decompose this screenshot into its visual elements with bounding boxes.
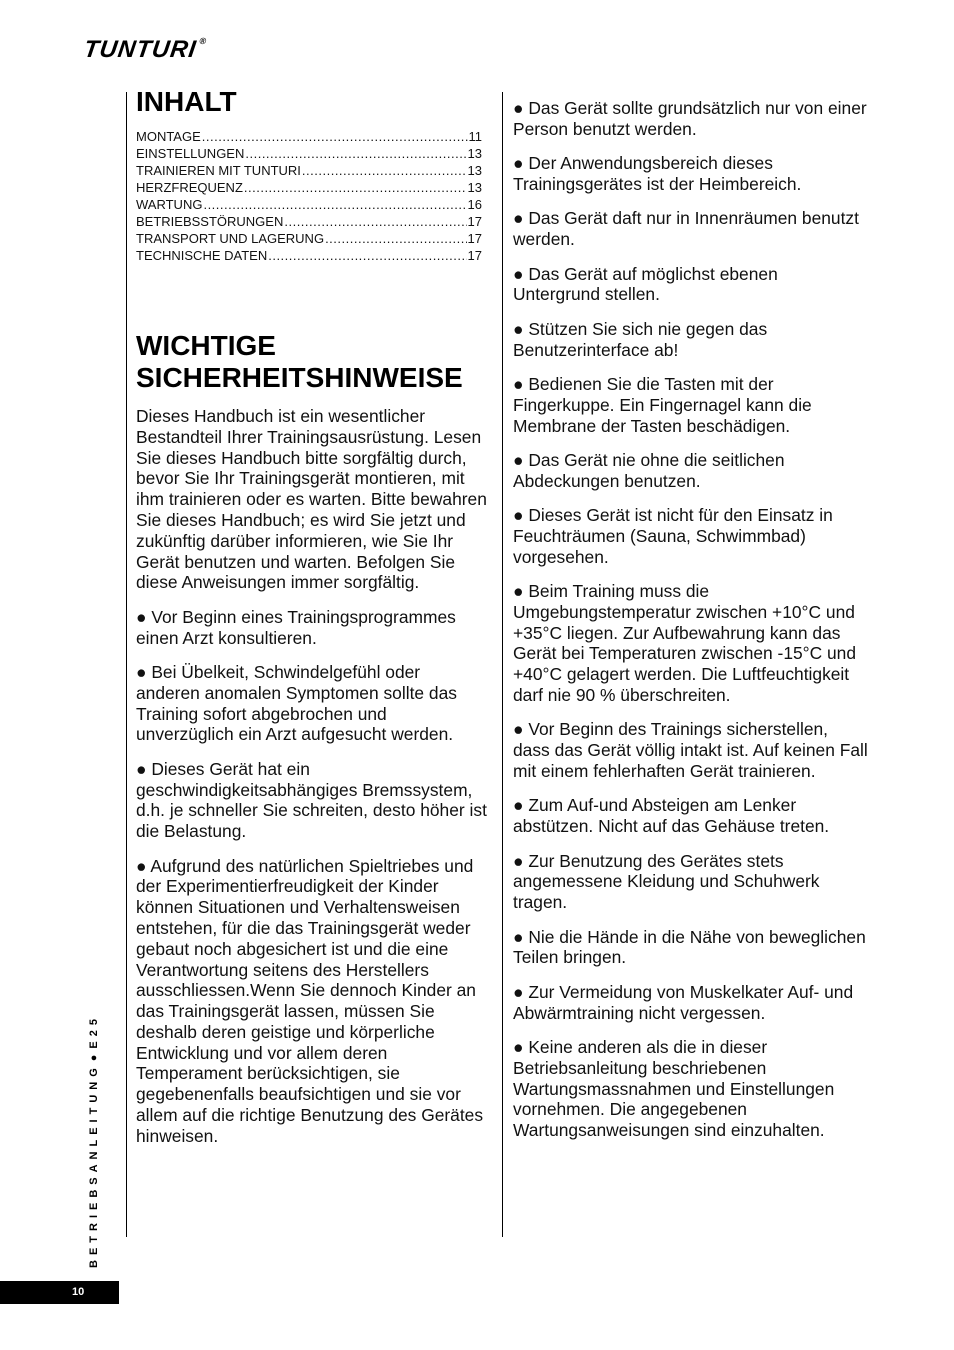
safety-point: ● Bei Übelkeit, Schwindelgefühl oder anderen anomalen Symptomen sollte das Training sofort abgebrochen und unverzüglich ein Arzt aufgesucht werden.	[136, 661, 457, 745]
toc-leader	[245, 145, 466, 162]
toc-label: HERZFREQUENZ	[136, 180, 243, 195]
left-column	[136, 86, 488, 1147]
safety-title	[136, 330, 488, 394]
right-column-rule	[502, 92, 503, 1237]
toc-page: 11	[468, 129, 482, 144]
page-number: 10	[72, 1286, 85, 1298]
safety-title-line-2: SICHERHEITSHINWEISE	[136, 362, 463, 393]
toc-label: TRANSPORT UND LAGERUNG	[136, 231, 325, 246]
toc-leader	[203, 196, 466, 213]
toc-leader	[202, 128, 468, 145]
safety-point: ● Beim Training muss die Umgebungstemperatur zwischen +10°C und +35°C liegen. Zur Aufbewahrung kann das Gerät bei Temperaturen zwischen -15°C und +40°C gelagert werden. Die Luftfeuchtigkeit darf nie 90 % überschreiten.	[513, 581, 857, 706]
right-column	[513, 98, 869, 1141]
toc-entry	[136, 230, 482, 247]
toc-page: 13	[467, 146, 482, 161]
toc-label: TECHNISCHE DATEN	[136, 248, 268, 263]
toc-entry	[136, 247, 482, 264]
safety-point: ● Stützen Sie sich nie gegen das Benutzerinterface ab!	[513, 318, 768, 360]
toc-page: 17	[467, 214, 482, 229]
toc-label: MONTAGE	[136, 129, 201, 144]
toc-label: EINSTELLUNGEN	[136, 146, 245, 161]
toc-page: 17	[467, 231, 482, 246]
toc-entry	[136, 128, 482, 145]
contents-title: INHALT	[136, 86, 237, 117]
registered-mark: ®	[198, 36, 208, 46]
safety-point: ● Vor Beginn eines Trainingsprogrammes einen Arzt konsultieren.	[136, 606, 456, 648]
safety-point: ● Das Gerät sollte grundsätzlich nur von einer Person benutzt werden.	[513, 98, 867, 139]
safety-point: ● Aufgrund des natürlichen Spieltriebes und der Experimentierfreudigkeit der Kinder können Situationen und Verhaltensweisen entstehen, für die das Trainingsgerät weder gebaut noch abgesichert ist und die eine Verantwortung seitens des Herstellers ausschliessen.Wenn Sie dennoch Kinder an das Trainingsgerät lassen, müssen Sie deshalb deren geistige und körperliche Entwicklung und vor allem deren Temperament berücksichtigen, sie gegebenenfalls beaufsichtigen und sie vor allem auf die richtige Benutzung des Gerätes hinweisen.	[136, 855, 484, 1146]
safety-point: ● Das Gerät daft nur in Innenräumen benutzt werden.	[513, 208, 859, 250]
toc-label: WARTUNG	[136, 197, 203, 212]
separator-dot: ●	[88, 1054, 100, 1062]
toc-page: 17	[467, 248, 482, 263]
toc-entry	[136, 145, 482, 162]
safety-point: ● Das Gerät nie ohne die seitlichen Abdeckungen benutzen.	[513, 449, 785, 491]
toc-leader	[244, 179, 467, 196]
safety-point: ● Bedienen Sie die Tasten mit der Fingerkuppe. Ein Fingernagel kann die Membrane der Tasten beschädigen.	[513, 373, 812, 436]
toc-entry	[136, 196, 482, 213]
safety-point: ● Vor Beginn des Trainings sicherstellen, dass das Gerät völlig intakt ist. Auf keinen Fall mit einem fehlerhaften Gerät trainieren.	[513, 719, 868, 782]
toc-entry	[136, 213, 482, 230]
safety-point: ● Das Gerät auf möglichst ebenen Untergrund stellen.	[513, 263, 778, 305]
toc-entry	[136, 179, 482, 196]
toc-leader	[284, 213, 466, 230]
toc-entry	[136, 162, 482, 179]
safety-point: ● Zur Benutzung des Gerätes stets angemessene Kleidung und Schuhwerk tragen.	[513, 850, 820, 913]
safety-point: ● Zum Auf-und Absteigen am Lenker abstützen. Nicht auf das Gehäuse treten.	[513, 795, 830, 837]
logo-text: TUNTURI	[82, 36, 199, 63]
toc-leader	[268, 247, 466, 264]
page-number-box	[0, 1281, 119, 1304]
side-label	[88, 1014, 100, 1268]
left-column-rule	[126, 92, 127, 1237]
safety-point: ● Der Anwendungsbereich dieses Trainingsgerätes ist der Heimbereich.	[513, 153, 802, 194]
safety-point: ● Nie die Hände in die Nähe von beweglichen Teilen bringen.	[513, 926, 866, 968]
toc-page: 16	[467, 197, 482, 212]
toc-label: TRAINIEREN MIT TUNTURI	[136, 163, 301, 178]
safety-intro: Dieses Handbuch ist ein wesentlicher Bestandteil Ihrer Trainingsausrüstung. Lesen Sie dieses Handbuch bitte sorgfältig durch, bevor Sie Ihr Trainingsgerät montieren, mit ihm trainieren oder es warten. Bitte bewahren Sie dieses Handbuch; es wird Sie jetzt und zukünftig darüber informieren, wie Sie Ihr Gerät benutzen und warten. Befolgen Sie diese Anweisungen immer sorgfältig.	[136, 406, 487, 593]
safety-point: ● Zur Vermeidung von Muskelkater Auf- und Abwärmtraining nicht vergessen.	[513, 981, 854, 1023]
toc-leader	[302, 162, 467, 179]
safety-point: ● Keine anderen als die in dieser Betriebsanleitung beschriebenen Wartungsmassnahmen und Einstellungen vornehmen. Die angegebenen Wartungsanweisungen sind einzuhalten.	[513, 1037, 835, 1141]
toc-page: 13	[467, 163, 482, 178]
toc-label: BETRIEBSSTÖRUNGEN	[136, 214, 284, 229]
safety-point: ● Dieses Gerät ist nicht für den Einsatz in Feuchträumen (Sauna, Schwimmbad) vorgesehen.	[513, 505, 833, 567]
safety-title-line-1: WICHTIGE	[136, 330, 276, 361]
safety-point: ● Dieses Gerät hat ein geschwindigkeitsabhängiges Bremssystem, d.h. je schneller Sie schreiten, desto höher ist die Belastung.	[136, 758, 487, 842]
table-of-contents	[136, 128, 482, 264]
toc-leader	[325, 230, 466, 247]
manual-label: BETRIEBSANLEITUNG	[88, 1063, 100, 1268]
model-label: E25	[88, 1013, 100, 1049]
toc-page: 13	[467, 180, 482, 195]
tunturi-logo	[82, 36, 208, 64]
